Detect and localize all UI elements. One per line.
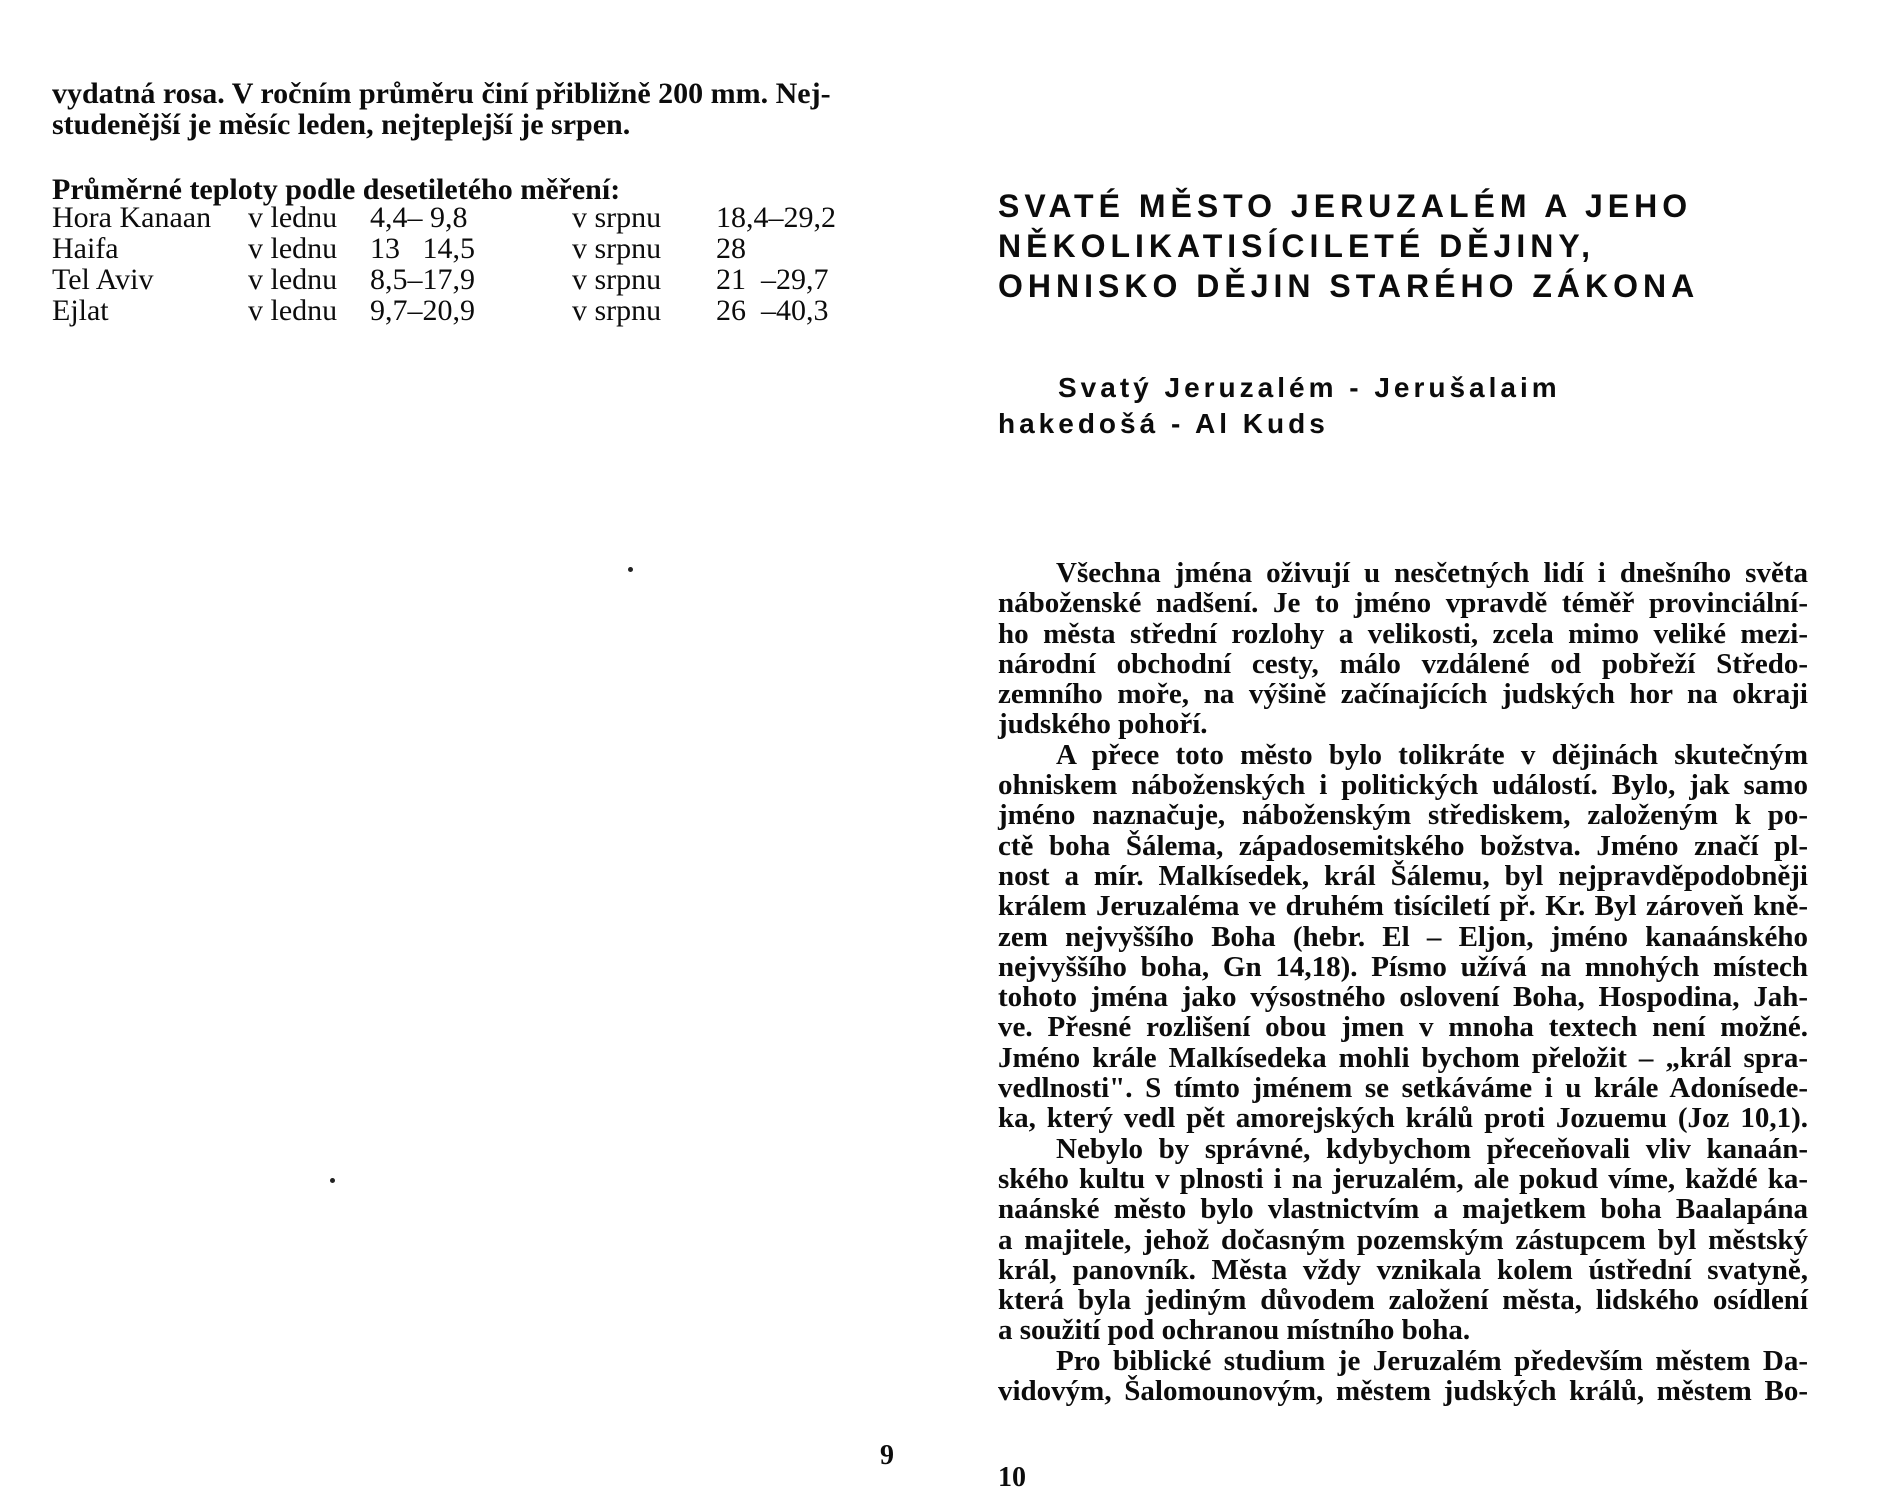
print-speck [628, 567, 633, 572]
section-subtitle [998, 370, 1878, 442]
temperature-caption: Průměrné teploty podle desetiletého měření: [52, 173, 621, 206]
text-line: náboženské nadšení. Je to jméno vpravdě téměř provinciální- [998, 587, 1808, 620]
january-value-cell: 8,5–17,9 [370, 263, 475, 296]
text-line: a soužití pod ochranou místního boha. [998, 1314, 1471, 1347]
january-value-cell: 4,4– 9,8 [370, 201, 468, 234]
text-line: a majitele, jehož dočasným pozemským zástupcem byl městský [998, 1223, 1808, 1256]
text-line: Všechna jména oživují u nesčetných lidí i dnešního světa [1056, 557, 1808, 589]
text-line: naánské město bylo vlastnictvím a majetkem boha Baalapána [998, 1193, 1808, 1226]
subtitle-line: hakedošá - Al Kuds [998, 408, 1329, 439]
text-line: ve. Přesné rozlišení obou jmen v mnoha textech není možné. [998, 1011, 1808, 1044]
text-line: studenější je měsíc leden, nejteplejší je srpen. [52, 108, 631, 141]
month-label-cell: v srpnu [572, 294, 662, 327]
august-value-cell: 18,4–29,2 [716, 201, 836, 234]
text-line: zemního moře, na výšině začínajících judských hor na okraji [998, 678, 1808, 711]
august-value-cell: 28 [716, 232, 746, 265]
print-speck [330, 1178, 335, 1183]
text-line: národní obchodní cesty, málo vzdálené od pobřeží Středo- [998, 647, 1808, 680]
text-line: Nebylo by správné, kdybychom přeceňovali vliv kanaán- [1056, 1132, 1808, 1165]
title-line: SVATÉ MĚSTO JERUZALÉM A JEHO [998, 188, 1693, 224]
text-line: vidovým, Šalomounovým, městem judských králů, městem Bo- [998, 1375, 1808, 1408]
subtitle-line: Svatý Jeruzalém - Jerušalaim [1058, 372, 1561, 403]
month-label-cell: v lednu [248, 263, 338, 296]
intro-paragraph [52, 78, 912, 140]
text-line: zem nejvyššího Boha (hebr. El – Eljon, jméno kanaánského [998, 920, 1808, 953]
text-line: Jméno krále Malkísedeka mohli bychom přeložit – „král spra- [998, 1041, 1808, 1074]
city-cell: Haifa [52, 232, 119, 265]
text-line: tohoto jména jako výsostného oslovení Boha, Hospodina, Jah- [998, 981, 1808, 1014]
right-page [946, 0, 1892, 1500]
text-line: judského pohoří. [998, 708, 1208, 741]
january-value-cell: 13 14,5 [370, 232, 475, 265]
city-cell: Ejlat [52, 294, 109, 327]
month-label-cell: v srpnu [572, 232, 662, 265]
text-line: vedlnosti". S tímto jménem se setkáváme i u krále Adonísede- [998, 1072, 1808, 1105]
text-line: králem Jeruzaléma ve druhém tisíciletí př. Kr. Byl zároveň kně- [998, 890, 1808, 923]
month-label-cell: v lednu [248, 201, 338, 234]
january-value-cell: 9,7–20,9 [370, 294, 475, 327]
text-line: ctě boha Šálema, západosemitského božstva. Jméno značí pl- [998, 829, 1808, 862]
text-line: nejvyššího boha, Gn 14,18). Písmo užívá na mnohých místech [998, 950, 1808, 983]
month-label-cell: v srpnu [572, 201, 662, 234]
month-label-cell: v lednu [248, 232, 338, 265]
chapter-title [998, 186, 1878, 306]
text-line: ka, který vedl pět amorejských králů proti Jozuemu (Joz 10,1). [998, 1102, 1808, 1135]
city-cell: Hora Kanaan [52, 201, 212, 234]
text-line: vydatná rosa. V ročním průměru činí přibližně 200 mm. Nej- [52, 77, 831, 110]
text-line: která byla jediným důvodem založení města, lidského osídlení [998, 1284, 1808, 1317]
text-line: ského kultu v plnosti i na jeruzalém, ale pokud víme, každé ka- [998, 1162, 1808, 1195]
text-line: Pro biblické studium je Jeruzalém především městem Da- [1056, 1344, 1808, 1377]
text-line: jméno naznačuje, náboženským střediskem, založeným k po- [998, 799, 1808, 832]
text-line: král, panovník. Města vždy vznikala kolem ústřední svatyně, [998, 1253, 1808, 1286]
title-line: NĚKOLIKATISÍCILETÉ DĚJINY, [998, 228, 1596, 264]
text-line: nost a mír. Malkísedek, král Šálemu, byl nejpravděpodobněji [998, 859, 1808, 892]
text-line: ho města střední rozlohy a velikosti, zcela mimo veliké mezi- [998, 617, 1808, 650]
august-value-cell: 26 –40,3 [716, 294, 829, 327]
text-line: ohniskem náboženských i politických událostí. Bylo, jak samo [998, 769, 1808, 802]
month-label-cell: v srpnu [572, 263, 662, 296]
page-number: 9 [880, 1440, 894, 1471]
page-number: 10 [998, 1462, 1026, 1493]
title-line: OHNISKO DĚJIN STARÉHO ZÁKONA [998, 268, 1700, 304]
city-cell: Tel Aviv [52, 263, 154, 296]
august-value-cell: 21 –29,7 [716, 263, 829, 296]
body-text [998, 558, 1808, 1406]
text-line: A přece toto město bylo tolikráte v dějinách skutečným [1056, 738, 1808, 771]
month-label-cell: v lednu [248, 294, 338, 327]
